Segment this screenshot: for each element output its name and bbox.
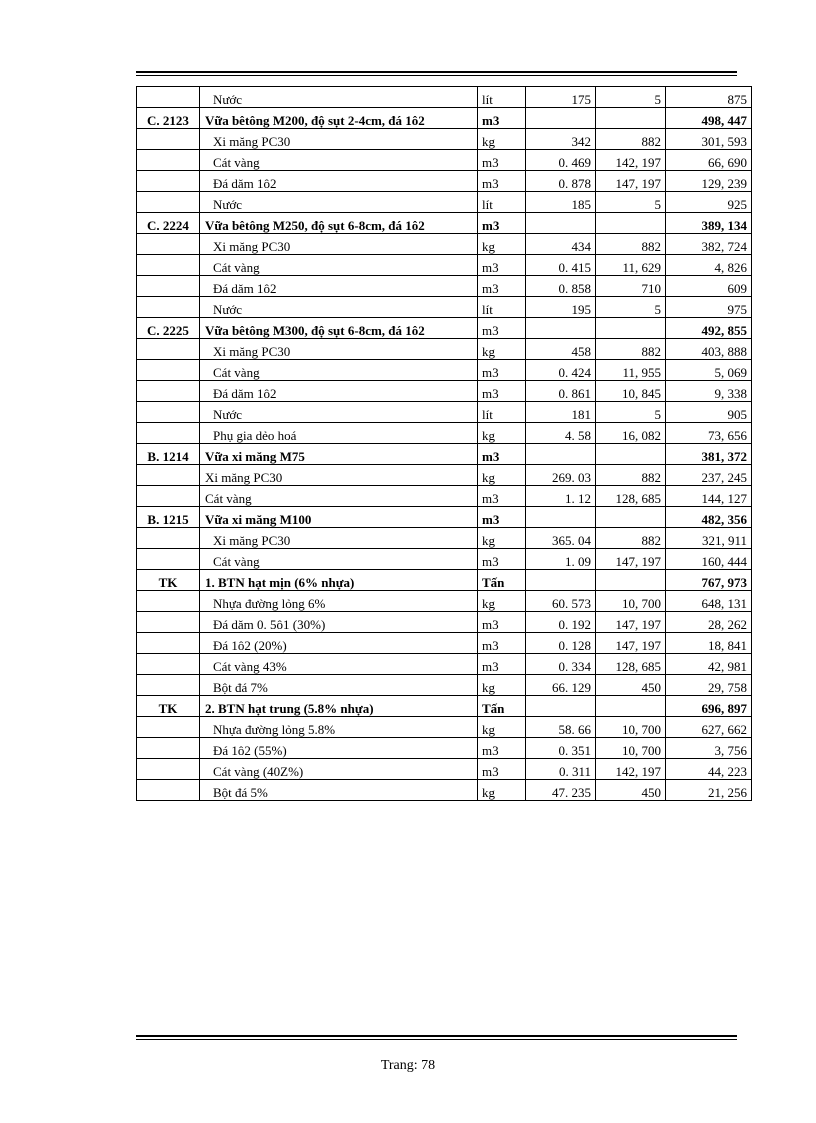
cell-amount: 4, 826 xyxy=(666,255,752,276)
table-row xyxy=(137,276,752,297)
cell-amount: 905 xyxy=(666,402,752,423)
cell-item-name: Cát vàng 43% xyxy=(200,654,478,675)
cell-amount: 648, 131 xyxy=(666,591,752,612)
cell-quantity xyxy=(526,444,596,465)
cell-item-name: Đá dăm 1ô2 xyxy=(200,276,478,297)
cell-unit-price: 5 xyxy=(596,192,666,213)
cell-code: C. 2224 xyxy=(137,213,200,234)
cell-item-name: Vữa bêtông M300, độ sụt 6-8cm, đá 1ô2 xyxy=(200,318,478,339)
cell-unit: m3 xyxy=(478,486,526,507)
table-row xyxy=(137,675,752,696)
cell-code xyxy=(137,759,200,780)
cell-code xyxy=(137,738,200,759)
cell-code xyxy=(137,171,200,192)
cell-quantity: 1. 12 xyxy=(526,486,596,507)
cell-unit: kg xyxy=(478,129,526,150)
cell-code xyxy=(137,339,200,360)
cell-code xyxy=(137,423,200,444)
cell-quantity: 0. 469 xyxy=(526,150,596,171)
cell-item-name: Nước xyxy=(200,192,478,213)
cell-amount: 129, 239 xyxy=(666,171,752,192)
cell-item-name: 1. BTN hạt mịn (6% nhựa) xyxy=(200,570,478,591)
cell-item-name: Đá dăm 1ô2 xyxy=(200,171,478,192)
cell-quantity: 0. 351 xyxy=(526,738,596,759)
cell-unit-price: 450 xyxy=(596,780,666,801)
cell-unit: m3 xyxy=(478,318,526,339)
cell-unit: kg xyxy=(478,528,526,549)
cell-unit-price: 142, 197 xyxy=(596,150,666,171)
cell-quantity: 342 xyxy=(526,129,596,150)
cell-unit-price xyxy=(596,444,666,465)
cell-unit-price: 128, 685 xyxy=(596,654,666,675)
cell-amount: 301, 593 xyxy=(666,129,752,150)
cell-code xyxy=(137,780,200,801)
cell-code xyxy=(137,717,200,738)
table-row xyxy=(137,339,752,360)
table-row xyxy=(137,528,752,549)
cell-amount: 767, 973 xyxy=(666,570,752,591)
table-section-row xyxy=(137,318,752,339)
cell-unit-price: 147, 197 xyxy=(596,549,666,570)
cell-item-name: Vữa bêtông M250, độ sụt 6-8cm, đá 1ô2 xyxy=(200,213,478,234)
cell-amount: 482, 356 xyxy=(666,507,752,528)
table-row xyxy=(137,360,752,381)
cell-amount: 9, 338 xyxy=(666,381,752,402)
cell-quantity xyxy=(526,213,596,234)
cell-amount: 975 xyxy=(666,297,752,318)
cell-amount: 5, 069 xyxy=(666,360,752,381)
cell-code xyxy=(137,654,200,675)
table-row xyxy=(137,297,752,318)
cell-code xyxy=(137,129,200,150)
cell-item-name: Nước xyxy=(200,402,478,423)
cell-amount: 627, 662 xyxy=(666,717,752,738)
cell-item-name: Vữa xi măng M75 xyxy=(200,444,478,465)
cell-code xyxy=(137,234,200,255)
cell-item-name: Vữa xi măng M100 xyxy=(200,507,478,528)
cell-unit-price: 10, 700 xyxy=(596,717,666,738)
cell-unit-price xyxy=(596,108,666,129)
cell-unit-price: 11, 955 xyxy=(596,360,666,381)
cell-unit: lít xyxy=(478,192,526,213)
cell-unit: m3 xyxy=(478,150,526,171)
cell-unit-price: 710 xyxy=(596,276,666,297)
table-row xyxy=(137,612,752,633)
cell-unit-price: 10, 845 xyxy=(596,381,666,402)
cell-quantity: 269. 03 xyxy=(526,465,596,486)
cell-unit-price: 147, 197 xyxy=(596,612,666,633)
table-section-row xyxy=(137,108,752,129)
cell-item-name: Cát vàng (40Z%) xyxy=(200,759,478,780)
cell-amount: 21, 256 xyxy=(666,780,752,801)
cell-item-name: Đá 1ô2 (55%) xyxy=(200,738,478,759)
cell-unit: m3 xyxy=(478,360,526,381)
cell-amount: 42, 981 xyxy=(666,654,752,675)
cell-unit: kg xyxy=(478,339,526,360)
cell-amount: 237, 245 xyxy=(666,465,752,486)
table-section-row xyxy=(137,213,752,234)
cell-quantity: 195 xyxy=(526,297,596,318)
table-row xyxy=(137,423,752,444)
cell-unit-price: 882 xyxy=(596,339,666,360)
cell-code xyxy=(137,591,200,612)
cell-quantity: 58. 66 xyxy=(526,717,596,738)
cell-unit-price: 147, 197 xyxy=(596,171,666,192)
cell-quantity xyxy=(526,108,596,129)
cell-item-name: Vữa bêtông M200, độ sụt 2-4cm, đá 1ô2 xyxy=(200,108,478,129)
cell-item-name: Xi măng PC30 xyxy=(200,465,478,486)
cell-item-name: Xi măng PC30 xyxy=(200,129,478,150)
cell-item-name: Nước xyxy=(200,87,478,108)
cell-unit-price xyxy=(596,213,666,234)
cell-unit-price xyxy=(596,570,666,591)
cell-amount: 498, 447 xyxy=(666,108,752,129)
cell-code xyxy=(137,276,200,297)
cell-code xyxy=(137,402,200,423)
cell-unit: m3 xyxy=(478,444,526,465)
cell-unit: kg xyxy=(478,234,526,255)
cell-unit-price: 5 xyxy=(596,297,666,318)
cell-code xyxy=(137,486,200,507)
cell-code xyxy=(137,549,200,570)
cell-unit: Tấn xyxy=(478,696,526,717)
cell-item-name: Đá dăm 1ô2 xyxy=(200,381,478,402)
table-row xyxy=(137,129,752,150)
cell-quantity: 4. 58 xyxy=(526,423,596,444)
cell-item-name: Cát vàng xyxy=(200,150,478,171)
table-row xyxy=(137,192,752,213)
cell-code xyxy=(137,633,200,654)
cell-unit-price xyxy=(596,507,666,528)
cell-code: C. 2225 xyxy=(137,318,200,339)
cell-unit: m3 xyxy=(478,633,526,654)
cell-code: B. 1215 xyxy=(137,507,200,528)
cell-code xyxy=(137,381,200,402)
cell-unit-price: 147, 197 xyxy=(596,633,666,654)
cell-item-name: Cát vàng xyxy=(200,360,478,381)
cell-item-name: Đá dăm 0. 5ô1 (30%) xyxy=(200,612,478,633)
table-row xyxy=(137,717,752,738)
cell-quantity: 185 xyxy=(526,192,596,213)
cell-unit: kg xyxy=(478,717,526,738)
cell-quantity xyxy=(526,318,596,339)
table-row xyxy=(137,738,752,759)
cell-item-name: Nhựa đường lỏng 5.8% xyxy=(200,717,478,738)
cell-quantity: 365. 04 xyxy=(526,528,596,549)
cell-amount: 29, 758 xyxy=(666,675,752,696)
cell-amount: 389, 134 xyxy=(666,213,752,234)
cell-quantity: 1. 09 xyxy=(526,549,596,570)
cell-amount: 160, 444 xyxy=(666,549,752,570)
cell-quantity: 458 xyxy=(526,339,596,360)
cell-amount: 321, 911 xyxy=(666,528,752,549)
cell-quantity: 175 xyxy=(526,87,596,108)
cell-unit: m3 xyxy=(478,171,526,192)
table-row xyxy=(137,150,752,171)
cell-amount: 3, 756 xyxy=(666,738,752,759)
cell-code xyxy=(137,87,200,108)
cell-quantity: 60. 573 xyxy=(526,591,596,612)
cell-unit: kg xyxy=(478,675,526,696)
cell-quantity: 0. 424 xyxy=(526,360,596,381)
cell-code: TK xyxy=(137,696,200,717)
cell-quantity: 0. 415 xyxy=(526,255,596,276)
cell-item-name: Xi măng PC30 xyxy=(200,528,478,549)
table-row xyxy=(137,549,752,570)
cell-unit-price xyxy=(596,318,666,339)
cell-unit-price: 882 xyxy=(596,528,666,549)
cell-unit-price: 5 xyxy=(596,87,666,108)
cell-unit: m3 xyxy=(478,654,526,675)
cell-item-name: Phụ gia dẻo hoá xyxy=(200,423,478,444)
cell-unit: kg xyxy=(478,591,526,612)
cell-code: B. 1214 xyxy=(137,444,200,465)
cell-item-name: Xi măng PC30 xyxy=(200,339,478,360)
table-row xyxy=(137,780,752,801)
cell-code xyxy=(137,528,200,549)
cell-code xyxy=(137,297,200,318)
cell-unit-price: 450 xyxy=(596,675,666,696)
cell-unit: lít xyxy=(478,87,526,108)
cell-item-name: Bột đá 5% xyxy=(200,780,478,801)
cell-item-name: Đá 1ô2 (20%) xyxy=(200,633,478,654)
cell-unit: m3 xyxy=(478,759,526,780)
cell-quantity xyxy=(526,570,596,591)
cell-unit-price: 16, 082 xyxy=(596,423,666,444)
cell-amount: 403, 888 xyxy=(666,339,752,360)
cell-quantity xyxy=(526,696,596,717)
cell-item-name: Cát vàng xyxy=(200,255,478,276)
cell-amount: 28, 262 xyxy=(666,612,752,633)
cell-unit: m3 xyxy=(478,213,526,234)
table-section-row xyxy=(137,444,752,465)
cell-unit: lít xyxy=(478,297,526,318)
cell-amount: 66, 690 xyxy=(666,150,752,171)
cell-amount: 696, 897 xyxy=(666,696,752,717)
table-section-row xyxy=(137,507,752,528)
cell-unit: Tấn xyxy=(478,570,526,591)
cell-unit: m3 xyxy=(478,108,526,129)
cell-unit-price: 10, 700 xyxy=(596,591,666,612)
table-row xyxy=(137,759,752,780)
cell-amount: 73, 656 xyxy=(666,423,752,444)
cell-item-name: 2. BTN hạt trung (5.8% nhựa) xyxy=(200,696,478,717)
cell-unit: m3 xyxy=(478,738,526,759)
table-row xyxy=(137,465,752,486)
cell-unit: m3 xyxy=(478,507,526,528)
table-section-row xyxy=(137,570,752,591)
table-row xyxy=(137,234,752,255)
cell-quantity: 434 xyxy=(526,234,596,255)
cell-quantity: 0. 858 xyxy=(526,276,596,297)
cell-quantity: 47. 235 xyxy=(526,780,596,801)
cell-unit: m3 xyxy=(478,381,526,402)
cell-unit: m3 xyxy=(478,255,526,276)
cell-amount: 381, 372 xyxy=(666,444,752,465)
cell-unit: kg xyxy=(478,780,526,801)
cell-item-name: Cát vàng xyxy=(200,549,478,570)
cell-quantity: 0. 334 xyxy=(526,654,596,675)
cell-quantity: 66. 129 xyxy=(526,675,596,696)
cell-unit: kg xyxy=(478,423,526,444)
cell-code xyxy=(137,465,200,486)
cell-unit-price: 142, 197 xyxy=(596,759,666,780)
cell-unit-price: 882 xyxy=(596,129,666,150)
cell-code xyxy=(137,150,200,171)
cell-unit: m3 xyxy=(478,549,526,570)
material-cost-table xyxy=(136,86,752,801)
table-row xyxy=(137,654,752,675)
cell-amount: 609 xyxy=(666,276,752,297)
cell-code: C. 2123 xyxy=(137,108,200,129)
cell-amount: 18, 841 xyxy=(666,633,752,654)
cell-unit-price xyxy=(596,696,666,717)
cell-item-name: Nước xyxy=(200,297,478,318)
cell-code: TK xyxy=(137,570,200,591)
cell-unit-price: 5 xyxy=(596,402,666,423)
cell-code xyxy=(137,192,200,213)
cell-code xyxy=(137,612,200,633)
cell-quantity: 0. 861 xyxy=(526,381,596,402)
table-row xyxy=(137,633,752,654)
table-section-row xyxy=(137,696,752,717)
cell-unit-price: 882 xyxy=(596,234,666,255)
cell-item-name: Nhựa đường lỏng 6% xyxy=(200,591,478,612)
cell-quantity: 0. 878 xyxy=(526,171,596,192)
cell-code xyxy=(137,360,200,381)
cell-unit: m3 xyxy=(478,276,526,297)
table-row xyxy=(137,87,752,108)
cell-quantity: 0. 311 xyxy=(526,759,596,780)
cell-unit-price: 882 xyxy=(596,465,666,486)
cell-amount: 382, 724 xyxy=(666,234,752,255)
cell-item-name: Bột đá 7% xyxy=(200,675,478,696)
cell-unit-price: 10, 700 xyxy=(596,738,666,759)
cell-unit-price: 128, 685 xyxy=(596,486,666,507)
table-row xyxy=(137,171,752,192)
cell-quantity: 181 xyxy=(526,402,596,423)
header-rule xyxy=(136,71,737,76)
table-row xyxy=(137,255,752,276)
table-row xyxy=(137,381,752,402)
cell-quantity: 0. 128 xyxy=(526,633,596,654)
table-row xyxy=(137,486,752,507)
cell-quantity xyxy=(526,507,596,528)
footer-rule xyxy=(136,1035,737,1040)
cell-code xyxy=(137,675,200,696)
cell-unit: lít xyxy=(478,402,526,423)
cell-amount: 925 xyxy=(666,192,752,213)
page-number: Trang: 78 xyxy=(380,1058,436,1073)
cell-item-name: Cát vàng xyxy=(200,486,478,507)
cell-quantity: 0. 192 xyxy=(526,612,596,633)
table-row xyxy=(137,591,752,612)
cell-amount: 492, 855 xyxy=(666,318,752,339)
cell-unit: m3 xyxy=(478,612,526,633)
table-row xyxy=(137,402,752,423)
cell-unit: kg xyxy=(478,465,526,486)
cell-amount: 144, 127 xyxy=(666,486,752,507)
cell-item-name: Xi măng PC30 xyxy=(200,234,478,255)
cell-unit-price: 11, 629 xyxy=(596,255,666,276)
cell-code xyxy=(137,255,200,276)
cell-amount: 44, 223 xyxy=(666,759,752,780)
cell-amount: 875 xyxy=(666,87,752,108)
